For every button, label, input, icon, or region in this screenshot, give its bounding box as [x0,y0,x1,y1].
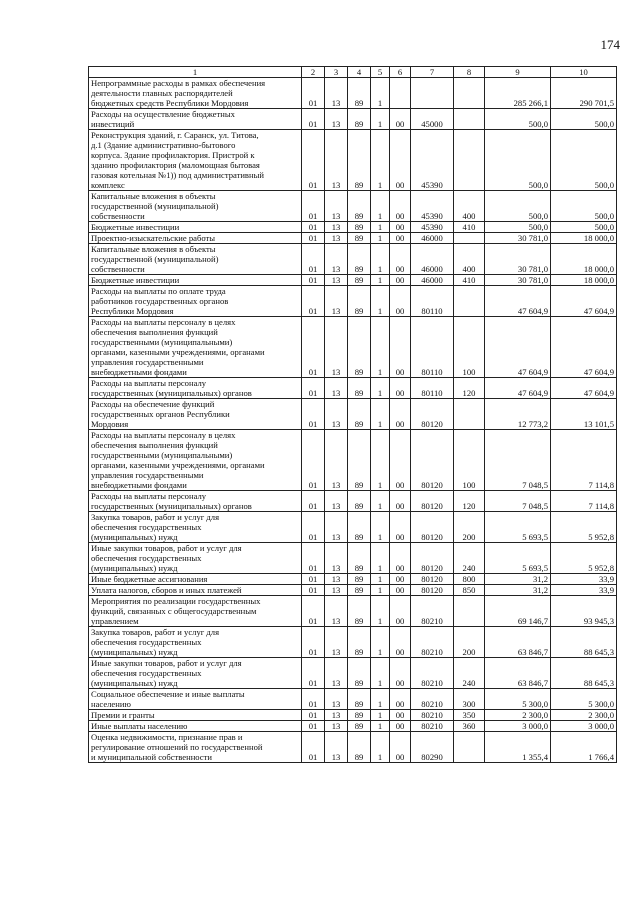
cell-expense-type [454,233,485,244]
cell-amount-year-1: 500,0 [485,130,551,191]
cell-subsection: 13 [325,491,348,512]
table-row [89,721,617,732]
cell-expense-type [454,109,485,130]
cell-section: 01 [302,585,325,596]
column-header: 9 [485,67,551,78]
cell-program: 89 [348,710,371,721]
cell-program: 89 [348,721,371,732]
cell-subsection: 13 [325,732,348,763]
cell-article: 80210 [411,710,454,721]
cell-article: 80120 [411,430,454,491]
cell-article: 80210 [411,689,454,710]
cell-program: 89 [348,430,371,491]
cell-section: 01 [302,543,325,574]
cell-description: Закупка товаров, работ и услуг для обеспечения государственных (муниципальных) нужд [89,627,302,658]
cell-direction: 00 [390,244,411,275]
cell-direction: 00 [390,222,411,233]
cell-amount-year-1: 3 000,0 [485,721,551,732]
cell-amount-year-2: 18 000,0 [551,275,617,286]
cell-amount-year-1: 2 300,0 [485,710,551,721]
cell-subprogram: 1 [371,491,390,512]
cell-section: 01 [302,244,325,275]
cell-expense-type: 360 [454,721,485,732]
cell-program: 89 [348,78,371,109]
cell-direction: 00 [390,689,411,710]
table-row [89,399,617,430]
cell-amount-year-2: 93 945,3 [551,596,617,627]
table-row [89,109,617,130]
cell-program: 89 [348,130,371,191]
cell-direction: 00 [390,430,411,491]
cell-article: 46000 [411,233,454,244]
cell-section: 01 [302,109,325,130]
cell-description: Расходы на выплаты персоналу государственных (муниципальных) органов [89,378,302,399]
cell-subsection: 13 [325,78,348,109]
cell-amount-year-1: 30 781,0 [485,275,551,286]
cell-expense-type: 800 [454,574,485,585]
cell-amount-year-2: 5 952,8 [551,543,617,574]
table-row [89,222,617,233]
cell-direction: 00 [390,732,411,763]
cell-subprogram: 1 [371,710,390,721]
cell-section: 01 [302,317,325,378]
table-row [89,317,617,378]
cell-article: 80210 [411,658,454,689]
cell-subsection: 13 [325,233,348,244]
cell-article: 80120 [411,574,454,585]
cell-amount-year-2: 47 604,9 [551,286,617,317]
cell-section: 01 [302,233,325,244]
cell-expense-type: 350 [454,710,485,721]
cell-amount-year-1: 500,0 [485,222,551,233]
column-header: 6 [390,67,411,78]
cell-amount-year-1: 1 355,4 [485,732,551,763]
cell-direction: 00 [390,512,411,543]
cell-description: Расходы на выплаты персоналу в целях обеспечения выполнения функций государственными (муниципальными) органами, казенными учреждениями, органами управления государственными внебюджетными фондами [89,317,302,378]
cell-section: 01 [302,491,325,512]
cell-section: 01 [302,512,325,543]
cell-direction: 00 [390,574,411,585]
cell-subprogram: 1 [371,732,390,763]
cell-subprogram: 1 [371,244,390,275]
cell-amount-year-1: 47 604,9 [485,378,551,399]
cell-subsection: 13 [325,689,348,710]
cell-subsection: 13 [325,627,348,658]
cell-subsection: 13 [325,596,348,627]
cell-direction: 00 [390,585,411,596]
cell-expense-type [454,732,485,763]
cell-expense-type: 240 [454,543,485,574]
cell-amount-year-1: 7 048,5 [485,491,551,512]
cell-subprogram: 1 [371,222,390,233]
cell-description: Премии и гранты [89,710,302,721]
cell-article: 80110 [411,378,454,399]
cell-subprogram: 1 [371,317,390,378]
cell-subprogram: 1 [371,585,390,596]
cell-subsection: 13 [325,721,348,732]
cell-direction: 00 [390,286,411,317]
cell-amount-year-1: 30 781,0 [485,233,551,244]
table-row [89,191,617,222]
table-row [89,574,617,585]
cell-article: 45000 [411,109,454,130]
cell-amount-year-1: 63 846,7 [485,658,551,689]
cell-program: 89 [348,689,371,710]
cell-expense-type [454,130,485,191]
cell-section: 01 [302,689,325,710]
cell-description: Иные бюджетные ассигнования [89,574,302,585]
cell-program: 89 [348,378,371,399]
cell-program: 89 [348,658,371,689]
cell-description: Бюджетные инвестиции [89,222,302,233]
cell-subsection: 13 [325,399,348,430]
cell-section: 01 [302,399,325,430]
cell-direction: 00 [390,233,411,244]
cell-subsection: 13 [325,574,348,585]
cell-section: 01 [302,222,325,233]
cell-expense-type: 410 [454,222,485,233]
cell-expense-type: 410 [454,275,485,286]
cell-article: 46000 [411,275,454,286]
cell-subprogram: 1 [371,689,390,710]
cell-subprogram: 1 [371,596,390,627]
cell-direction: 00 [390,658,411,689]
cell-direction: 00 [390,710,411,721]
cell-subsection: 13 [325,543,348,574]
cell-expense-type: 400 [454,244,485,275]
cell-subprogram: 1 [371,430,390,491]
cell-amount-year-2: 7 114,8 [551,491,617,512]
cell-description: Иные закупки товаров, работ и услуг для обеспечения государственных (муниципальных) нужд [89,543,302,574]
cell-description: Проектно-изыскательские работы [89,233,302,244]
table-row [89,286,617,317]
cell-description: Оценка недвижимости, признание прав и регулирование отношений по государственной и муниципальной собственности [89,732,302,763]
cell-article: 80120 [411,512,454,543]
cell-amount-year-2: 1 766,4 [551,732,617,763]
cell-amount-year-2: 290 701,5 [551,78,617,109]
column-header: 5 [371,67,390,78]
cell-section: 01 [302,275,325,286]
column-header: 4 [348,67,371,78]
cell-subprogram: 1 [371,191,390,222]
cell-direction: 00 [390,275,411,286]
cell-program: 89 [348,233,371,244]
cell-section: 01 [302,430,325,491]
cell-article: 45390 [411,222,454,233]
cell-subprogram: 1 [371,130,390,191]
cell-subsection: 13 [325,512,348,543]
cell-expense-type: 400 [454,191,485,222]
cell-amount-year-1: 7 048,5 [485,430,551,491]
cell-article: 80120 [411,399,454,430]
cell-article: 80210 [411,721,454,732]
table-row [89,233,617,244]
cell-program: 89 [348,732,371,763]
cell-direction: 00 [390,399,411,430]
table-header-row [89,67,617,78]
cell-description: Расходы на выплаты персоналу государственных (муниципальных) органов [89,491,302,512]
cell-amount-year-1: 5 693,5 [485,543,551,574]
cell-expense-type [454,286,485,317]
cell-subprogram: 1 [371,658,390,689]
cell-amount-year-2: 3 000,0 [551,721,617,732]
column-header: 8 [454,67,485,78]
cell-amount-year-1: 47 604,9 [485,317,551,378]
cell-expense-type: 100 [454,430,485,491]
cell-program: 89 [348,596,371,627]
cell-expense-type: 200 [454,627,485,658]
cell-description: Бюджетные инвестиции [89,275,302,286]
cell-program: 89 [348,244,371,275]
cell-description: Капитальные вложения в объекты государственной (муниципальной) собственности [89,244,302,275]
cell-description: Иные выплаты населению [89,721,302,732]
cell-subsection: 13 [325,222,348,233]
table-row [89,512,617,543]
column-header: 7 [411,67,454,78]
cell-description: Расходы на осуществление бюджетных инвестиций [89,109,302,130]
cell-section: 01 [302,721,325,732]
cell-program: 89 [348,543,371,574]
table-row [89,710,617,721]
cell-description: Уплата налогов, сборов и иных платежей [89,585,302,596]
cell-description: Закупка товаров, работ и услуг для обеспечения государственных (муниципальных) нужд [89,512,302,543]
cell-section: 01 [302,596,325,627]
cell-amount-year-1: 63 846,7 [485,627,551,658]
cell-amount-year-2: 2 300,0 [551,710,617,721]
table-row [89,732,617,763]
cell-section: 01 [302,130,325,191]
cell-direction [390,78,411,109]
cell-subprogram: 1 [371,721,390,732]
cell-expense-type [454,78,485,109]
cell-amount-year-2: 7 114,8 [551,430,617,491]
cell-amount-year-2: 13 101,5 [551,399,617,430]
cell-amount-year-1: 31,2 [485,574,551,585]
cell-subsection: 13 [325,109,348,130]
cell-expense-type: 120 [454,491,485,512]
cell-amount-year-2: 500,0 [551,191,617,222]
cell-direction: 00 [390,596,411,627]
table-row [89,627,617,658]
cell-amount-year-2: 500,0 [551,222,617,233]
table-row [89,378,617,399]
cell-expense-type [454,399,485,430]
cell-amount-year-1: 500,0 [485,191,551,222]
cell-direction: 00 [390,130,411,191]
cell-article: 80120 [411,491,454,512]
cell-expense-type: 240 [454,658,485,689]
cell-subsection: 13 [325,130,348,191]
cell-description: Расходы на обеспечение функций государственных органов Республики Мордовия [89,399,302,430]
cell-direction: 00 [390,317,411,378]
cell-subsection: 13 [325,286,348,317]
cell-description: Капитальные вложения в объекты государственной (муниципальной) собственности [89,191,302,222]
cell-amount-year-1: 500,0 [485,109,551,130]
cell-direction: 00 [390,191,411,222]
cell-article: 46000 [411,244,454,275]
cell-article: 80110 [411,286,454,317]
cell-amount-year-2: 88 645,3 [551,658,617,689]
cell-article: 80210 [411,627,454,658]
cell-subsection: 13 [325,275,348,286]
cell-expense-type: 850 [454,585,485,596]
cell-subsection: 13 [325,658,348,689]
cell-direction: 00 [390,109,411,130]
cell-program: 89 [348,574,371,585]
cell-subprogram: 1 [371,286,390,317]
table-row [89,491,617,512]
cell-subprogram: 1 [371,399,390,430]
cell-subsection: 13 [325,585,348,596]
cell-program: 89 [348,585,371,596]
cell-program: 89 [348,491,371,512]
cell-subprogram: 1 [371,627,390,658]
cell-subsection: 13 [325,430,348,491]
cell-subsection: 13 [325,378,348,399]
cell-program: 89 [348,286,371,317]
cell-direction: 00 [390,543,411,574]
cell-subprogram: 1 [371,543,390,574]
cell-program: 89 [348,317,371,378]
cell-section: 01 [302,286,325,317]
table-row [89,275,617,286]
cell-subprogram: 1 [371,574,390,585]
cell-direction: 00 [390,721,411,732]
cell-subsection: 13 [325,191,348,222]
cell-amount-year-2: 18 000,0 [551,244,617,275]
cell-direction: 00 [390,378,411,399]
cell-direction: 00 [390,627,411,658]
cell-section: 01 [302,191,325,222]
cell-expense-type: 120 [454,378,485,399]
cell-direction: 00 [390,491,411,512]
cell-article: 80120 [411,543,454,574]
cell-section: 01 [302,378,325,399]
column-header: 1 [89,67,302,78]
cell-description: Мероприятия по реализации государственных функций, связанных с общегосударственным управлением [89,596,302,627]
cell-amount-year-2: 5 952,8 [551,512,617,543]
cell-section: 01 [302,732,325,763]
cell-article: 80290 [411,732,454,763]
cell-program: 89 [348,399,371,430]
cell-description: Реконструкция зданий, г. Саранск, ул. Титова, д.1 (Здание административно-бытового корпуса. Здание профилактория. Пристрой к зданию профилактория (маломощная бытовая газовая котельная №1)) под административный комплекс [89,130,302,191]
cell-description: Иные закупки товаров, работ и услуг для обеспечения государственных (муниципальных) нужд [89,658,302,689]
cell-article: 80210 [411,596,454,627]
cell-amount-year-2: 5 300,0 [551,689,617,710]
cell-subsection: 13 [325,710,348,721]
cell-amount-year-2: 33,9 [551,574,617,585]
cell-program: 89 [348,512,371,543]
cell-program: 89 [348,109,371,130]
cell-expense-type: 300 [454,689,485,710]
cell-article: 80110 [411,317,454,378]
cell-amount-year-2: 500,0 [551,109,617,130]
column-header: 3 [325,67,348,78]
cell-section: 01 [302,78,325,109]
cell-expense-type: 200 [454,512,485,543]
cell-amount-year-1: 30 781,0 [485,244,551,275]
table-row [89,585,617,596]
cell-subprogram: 1 [371,233,390,244]
budget-table [88,66,617,763]
table-row [89,596,617,627]
table-row [89,244,617,275]
cell-section: 01 [302,627,325,658]
cell-description: Непрограммные расходы в рамках обеспечения деятельности главных распорядителей бюджетных средств Республики Мордовия [89,78,302,109]
table-row [89,430,617,491]
page-number: 174 [600,37,620,52]
cell-amount-year-1: 285 266,1 [485,78,551,109]
table-row [89,130,617,191]
cell-amount-year-2: 88 645,3 [551,627,617,658]
cell-amount-year-1: 12 773,2 [485,399,551,430]
cell-amount-year-1: 47 604,9 [485,286,551,317]
cell-subprogram: 1 [371,109,390,130]
cell-article: 45390 [411,191,454,222]
table-row [89,543,617,574]
cell-program: 89 [348,627,371,658]
cell-article: 80120 [411,585,454,596]
cell-subsection: 13 [325,244,348,275]
cell-section: 01 [302,658,325,689]
cell-subsection: 13 [325,317,348,378]
cell-amount-year-2: 47 604,9 [551,378,617,399]
cell-subprogram: 1 [371,378,390,399]
cell-subprogram: 1 [371,78,390,109]
table-row [89,689,617,710]
cell-article [411,78,454,109]
cell-amount-year-1: 5 300,0 [485,689,551,710]
cell-section: 01 [302,574,325,585]
cell-amount-year-1: 69 146,7 [485,596,551,627]
cell-amount-year-1: 31,2 [485,585,551,596]
table-row [89,78,617,109]
column-header: 10 [551,67,617,78]
cell-program: 89 [348,222,371,233]
cell-expense-type: 100 [454,317,485,378]
cell-subprogram: 1 [371,512,390,543]
cell-article: 45390 [411,130,454,191]
table-row [89,658,617,689]
cell-description: Социальное обеспечение и иные выплаты населению [89,689,302,710]
cell-program: 89 [348,275,371,286]
cell-amount-year-2: 47 604,9 [551,317,617,378]
cell-amount-year-2: 500,0 [551,130,617,191]
cell-description: Расходы на выплаты по оплате труда работников государственных органов Республики Мордовия [89,286,302,317]
cell-section: 01 [302,710,325,721]
cell-amount-year-2: 18 000,0 [551,233,617,244]
cell-subprogram: 1 [371,275,390,286]
column-header: 2 [302,67,325,78]
cell-amount-year-1: 5 693,5 [485,512,551,543]
cell-amount-year-2: 33,9 [551,585,617,596]
cell-program: 89 [348,191,371,222]
cell-description: Расходы на выплаты персоналу в целях обеспечения выполнения функций государственными (муниципальными) органами, казенными учреждениями, органами управления государственными внебюджетными фондами [89,430,302,491]
cell-expense-type [454,596,485,627]
